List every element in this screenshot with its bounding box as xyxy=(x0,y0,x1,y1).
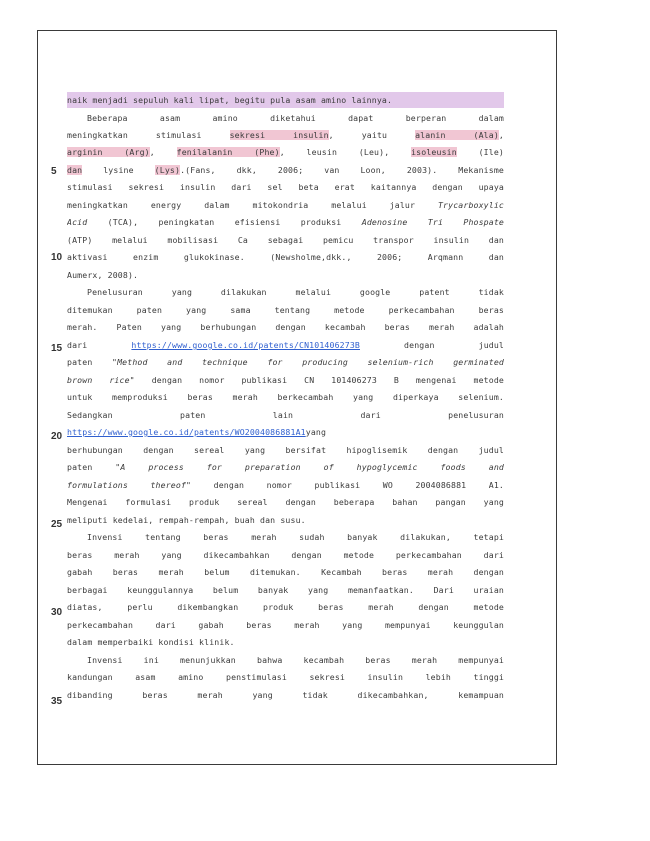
text-line: dan lysine (Lys).(Fans, dkk, 2006; van Loon, 2003). Mekanisme xyxy=(67,165,504,175)
text-line: untuk memproduksi beras merah berkecambah yang diperkaya selenium. xyxy=(67,392,504,402)
text-line: paten "Method and technique for producing selenium-rich germinated xyxy=(67,357,504,367)
line-number-30: 30 xyxy=(51,607,63,618)
patent-link-cn[interactable]: https://www.google.co.id/patents/CN101406273B xyxy=(131,340,360,350)
text-line: formulations thereof" dengan nomor publikasi WO 2004086881 A1. xyxy=(67,480,504,490)
highlight-alanin: alanin (Ala) xyxy=(415,130,499,140)
text-line: dalam memperbaiki kondisi klinik. xyxy=(67,637,235,647)
text-line: paten "A process for preparation of hypoglycemic foods and xyxy=(67,462,504,472)
line-number-20: 20 xyxy=(51,431,63,442)
text-line: Invensi tentang beras merah sudah banyak dilakukan, tetapi xyxy=(87,532,504,542)
highlight-lys: (Lys) xyxy=(154,165,181,175)
text-line: berhubungan dengan sereal yang bersifat hipoglisemik dengan judul xyxy=(67,445,504,455)
text-line: Beberapa asam amino diketahui dapat berperan dalam xyxy=(87,113,504,123)
patent-link-wo[interactable]: https://www.google.co.id/patents/WO2004086881A1 xyxy=(67,427,306,437)
line-number-25: 25 xyxy=(51,519,63,530)
text-line: Aumerx, 2008). xyxy=(67,270,139,280)
text-line: Acid (TCA), peningkatan efisiensi produksi Adenosine Tri Phospate xyxy=(67,217,504,227)
text-line: dibanding beras merah yang tidak dikecambahkan, kemampuan xyxy=(67,690,504,700)
text-line: perkecambahan dari gabah beras merah yang mempunyai keunggulan xyxy=(67,620,504,630)
text-line: meningkatkan energy dalam mitokondria melalui jalur Trycarboxylic xyxy=(67,200,504,210)
line-number-10: 10 xyxy=(51,252,63,263)
text-line: (ATP) melalui mobilisasi Ca sebagai pemicu transpor insulin dan xyxy=(67,235,504,245)
text-line: naik menjadi sepuluh kali lipat, begitu pula asam amino lainnya. xyxy=(67,92,504,108)
text-line: merah. Paten yang berhubungan dengan kecambah beras merah adalah xyxy=(67,322,504,332)
highlight-dan: dan xyxy=(67,165,83,175)
text-line: Sedangkan paten lain dari penelusuran xyxy=(67,410,504,420)
text-line: berbagai keunggulannya belum banyak yang memanfaatkan. Dari uraian xyxy=(67,585,504,595)
text-line: stimulasi sekresi insulin dari sel beta erat kaitannya dengan upaya xyxy=(67,182,504,192)
text-line: beras merah yang dikecambahkan dengan metode perkecambahan dari xyxy=(67,550,504,560)
line-number-15: 15 xyxy=(51,343,63,354)
text-line: brown rice" dengan nomor publikasi CN 101406273 B mengenai metode xyxy=(67,375,504,385)
line-number-5: 5 xyxy=(51,166,57,177)
highlight-insulin: sekresi insulin xyxy=(229,130,329,140)
text-line: aktivasi enzim glukokinase. (Newsholme,dkk., 2006; Arqmann dan xyxy=(67,252,504,262)
text-line: ditemukan paten yang sama tentang metode perkecambahan beras xyxy=(67,305,504,315)
text-line: arginin (Arg), fenilalanin (Phe), leusin (Leu), isoleusin (Ile) xyxy=(67,147,504,157)
highlight-arginin: arginin (Arg) xyxy=(67,147,150,157)
text-line: kandungan asam amino penstimulasi sekresi insulin lebih tinggi xyxy=(67,672,504,682)
line-number-35: 35 xyxy=(51,696,63,707)
highlight-isoleusin: isoleusin xyxy=(411,147,457,157)
text-line: diatas, perlu dikembangkan produk beras merah dengan metode xyxy=(67,602,504,612)
text-line: gabah beras merah belum ditemukan. Kecambah beras merah dengan xyxy=(67,567,504,577)
text-line: https://www.google.co.id/patents/WO2004086881A1yang xyxy=(67,427,327,437)
highlight-fenilalanin: fenilalanin (Phe) xyxy=(176,147,280,157)
text-line: Invensi ini menunjukkan bahwa kecambah beras merah mempunyai xyxy=(87,655,504,665)
text-line: meliputi kedelai, rempah-rempah, buah dan susu. xyxy=(67,515,306,525)
text-line: dari https://www.google.co.id/patents/CN101406273B dengan judul xyxy=(67,340,504,350)
text-line: meningkatkan stimulasi sekresi insulin, yaitu alanin (Ala), xyxy=(67,130,504,140)
text-line: Penelusuran yang dilakukan melalui google patent tidak xyxy=(87,287,504,297)
text-line: Mengenai formulasi produk sereal dengan beberapa bahan pangan yang xyxy=(67,497,504,507)
